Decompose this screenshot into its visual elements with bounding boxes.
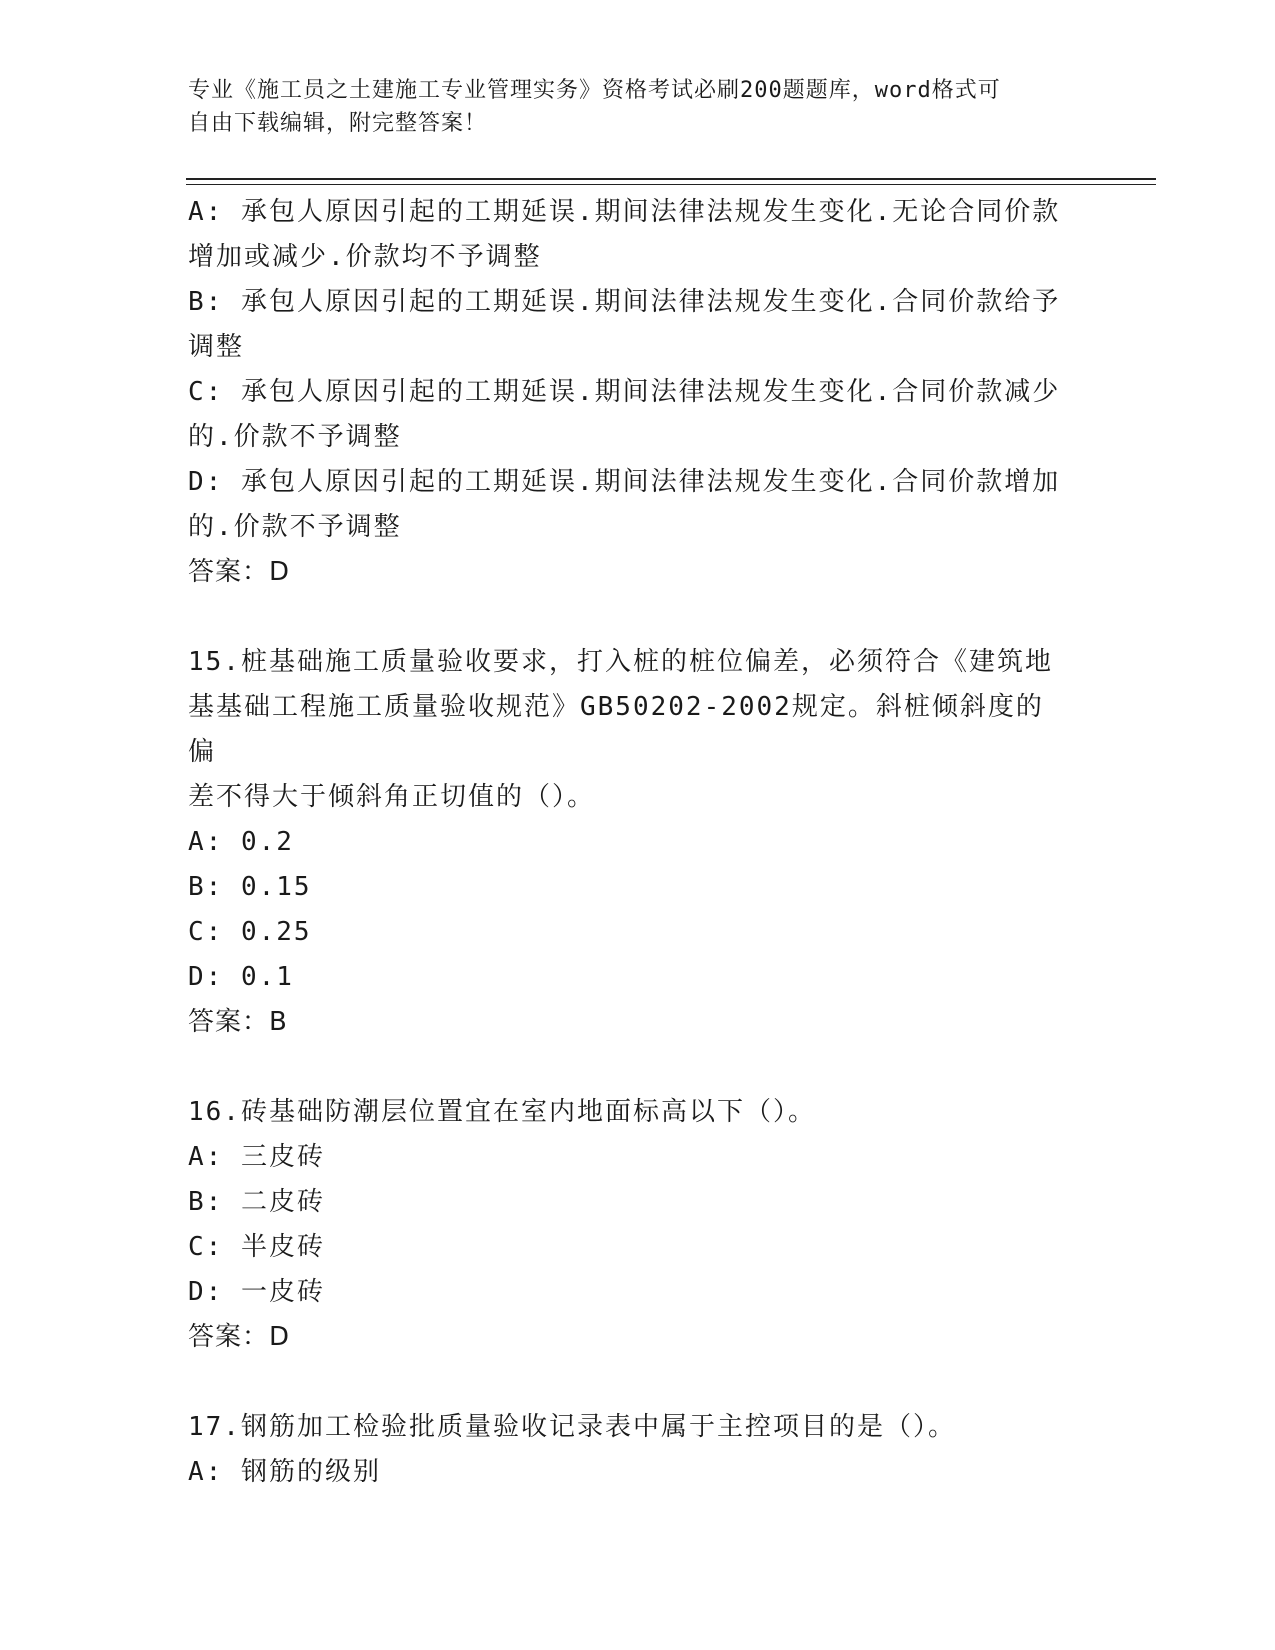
document-header (188, 74, 1068, 140)
option-a: A: 钢筋的级别 (188, 1457, 381, 1487)
question-16-block (188, 1090, 1068, 1360)
header-divider (186, 178, 1156, 185)
answer-label: 答案：B (188, 1007, 288, 1037)
question-15-block (188, 640, 1068, 1045)
question-17-block (188, 1405, 1068, 1495)
option-d-line-1: D: 承包人原因引起的工期延误.期间法律法规发生变化.合同价款增加 (188, 467, 1061, 497)
question-15-text-line-2: 基基础工程施工质量验收规范》GB50202-2002规定。斜桩倾斜度的偏 (188, 692, 1044, 767)
header-title-line-2: 自由下载编辑，附完整答案！ (188, 111, 488, 136)
question-15-text-line-3: 差不得大于倾斜角正切值的（）。 (188, 782, 596, 812)
option-c-line-1: C: 承包人原因引起的工期延误.期间法律法规发生变化.合同价款减少 (188, 377, 1061, 407)
option-a-line-1: A: 承包人原因引起的工期延误.期间法律法规发生变化.无论合同价款 (188, 197, 1061, 227)
question-14-block (188, 190, 1068, 595)
option-b-line-1: B: 承包人原因引起的工期延误.期间法律法规发生变化.合同价款给予 (188, 287, 1061, 317)
option-d: D: 一皮砖 (188, 1277, 325, 1307)
spacer (188, 1045, 1068, 1090)
question-list (188, 190, 1068, 1495)
spacer (188, 1360, 1068, 1405)
answer-label: 答案：D (188, 557, 291, 587)
option-d: D: 0.1 (188, 962, 294, 992)
option-a-line-2: 增加或减少.价款均不予调整 (188, 242, 542, 272)
spacer (188, 595, 1068, 640)
option-b-line-2: 调整 (188, 332, 245, 362)
header-title-line-1: 专业《施工员之土建施工专业管理实务》资格考试必刷200题题库，word格式可 (188, 78, 1001, 103)
question-16-text: 16.砖基础防潮层位置宜在室内地面标高以下（）。 (188, 1097, 816, 1127)
option-d-line-2: 的.价款不予调整 (188, 512, 402, 542)
option-b: B: 二皮砖 (188, 1187, 325, 1217)
option-c: C: 半皮砖 (188, 1232, 325, 1262)
option-c: C: 0.25 (188, 917, 312, 947)
option-a: A: 0.2 (188, 827, 294, 857)
option-b: B: 0.15 (188, 872, 312, 902)
option-a: A: 三皮砖 (188, 1142, 325, 1172)
answer-label: 答案：D (188, 1322, 291, 1352)
option-c-line-2: 的.价款不予调整 (188, 422, 402, 452)
question-15-text-line-1: 15.桩基础施工质量验收要求，打入桩的桩位偏差，必须符合《建筑地 (188, 647, 1053, 677)
question-17-text: 17.钢筋加工检验批质量验收记录表中属于主控项目的是（）。 (188, 1412, 956, 1442)
